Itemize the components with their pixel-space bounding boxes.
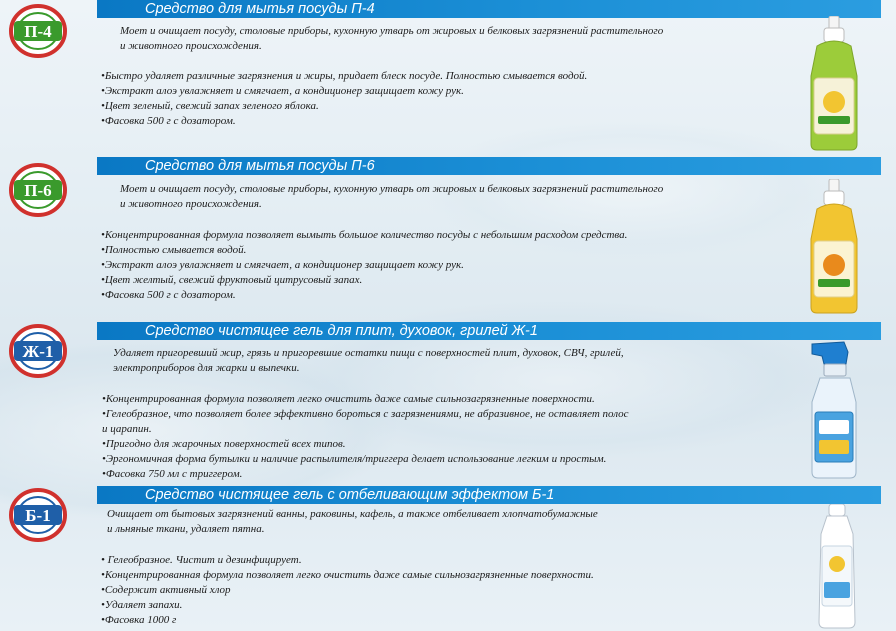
- feature-item: •Быстро удаляет различные загрязнения и жиры, придает блеск посуде. Полностью смывается водой.: [101, 70, 588, 82]
- section-title: Средство для мытья посуды П-4: [97, 0, 881, 18]
- section-title: Средство чистящее гель с отбеливающим эффектом Б-1: [97, 486, 881, 504]
- feature-list: [102, 392, 629, 482]
- professional-badge-icon: [8, 163, 68, 217]
- professional-badge-icon: [8, 324, 68, 378]
- feature-item: и царапин.: [102, 423, 152, 435]
- feature-item: • Гелеобразное. Чистит и дезинфицирует.: [101, 554, 302, 566]
- intro-line: и льняные ткани, удаляет пятна.: [107, 523, 265, 535]
- feature-item: •Экстракт алоэ увлажняет и смягчает, а кондиционер защищает кожу рук.: [101, 85, 464, 97]
- section-intro: [120, 24, 663, 54]
- feature-item: •Полностью смывается водой.: [101, 244, 247, 256]
- dish-soap-bottle-icon: [803, 16, 865, 152]
- feature-item: •Концентрированная формула позволяет вымыть большое количество посуды с небольшим расходом средства.: [101, 229, 628, 241]
- feature-item: •Удаляет запахи.: [101, 599, 183, 611]
- feature-item: •Цвет желтый, свежий фруктовый цитрусовый запах.: [101, 274, 363, 286]
- feature-item: •Фасовка 500 г с дозатором.: [101, 289, 236, 301]
- spray-trigger-bottle-icon: [806, 340, 862, 480]
- professional-badge-icon: [8, 4, 68, 58]
- intro-line: Моет и очищает посуду, столовые приборы, кухонную утварь от жировых и белковых загрязнений растительного: [120, 183, 664, 195]
- feature-item: •Пригодно для жарочных поверхностей всех типов.: [102, 438, 346, 450]
- intro-line: Очищает от бытовых загрязнений ванны, раковины, кафель, а также отбеливает хлопчатобумажные: [107, 508, 598, 520]
- intro-line: Удаляет пригоревший жир, грязь и пригоревшие остатки пищи с поверхностей плит, духовок, СВЧ, грилей,: [113, 347, 624, 359]
- professional-badge-icon: [8, 488, 68, 542]
- feature-item: •Фасовка 500 г с дозатором.: [101, 115, 236, 127]
- feature-item: •Эргономичная форма бутылки и наличие распылителя/триггера делает использование легким и простым.: [102, 453, 607, 465]
- section-intro: [120, 182, 663, 212]
- intro-line: Моет и очищает посуду, столовые приборы, кухонную утварь от жировых и белковых загрязнений растительного: [120, 25, 664, 37]
- section-intro: [113, 346, 624, 376]
- badge-code: П-4: [24, 22, 52, 41]
- feature-item: •Концентрированная формула позволяет легко очистить даже самые сильнозагрязненные поверхности.: [102, 393, 595, 405]
- feature-item: •Содержит активный хлор: [101, 584, 231, 596]
- intro-line: электроприборов для жарки и выпечки.: [113, 362, 300, 374]
- section-intro: [107, 507, 598, 537]
- feature-item: •Фасовка 1000 г: [101, 614, 177, 626]
- badge-code: П-6: [24, 181, 52, 200]
- feature-item: •Цвет зеленый, свежий запах зеленого яблока.: [101, 100, 319, 112]
- badge-code: Ж-1: [22, 342, 54, 361]
- section-title: Средство чистящее гель для плит, духовок, грилей Ж-1: [97, 322, 881, 340]
- dish-soap-bottle-icon: [803, 179, 865, 315]
- feature-item: •Экстракт алоэ увлажняет и смягчает, а кондиционер защищает кожу рук.: [101, 259, 464, 271]
- feature-list: [101, 69, 587, 129]
- feature-item: •Фасовка 750 мл с триггером.: [102, 468, 243, 480]
- feature-item: •Гелеобразное, что позволяет более эффективно бороться с загрязнениями, не абразивное, не оставляет полос: [102, 408, 629, 420]
- badge-code: Б-1: [25, 506, 51, 525]
- section-title: Средство для мытья посуды П-6: [97, 157, 881, 175]
- feature-item: •Концентрированная формула позволяет легко очистить даже самые сильнозагрязненные поверхности.: [101, 569, 594, 581]
- feature-list: [101, 228, 627, 303]
- feature-list: [101, 553, 594, 628]
- bleach-bottle-icon: [813, 504, 861, 630]
- intro-line: и животного происхождения.: [120, 198, 262, 210]
- intro-line: и животного происхождения.: [120, 40, 262, 52]
